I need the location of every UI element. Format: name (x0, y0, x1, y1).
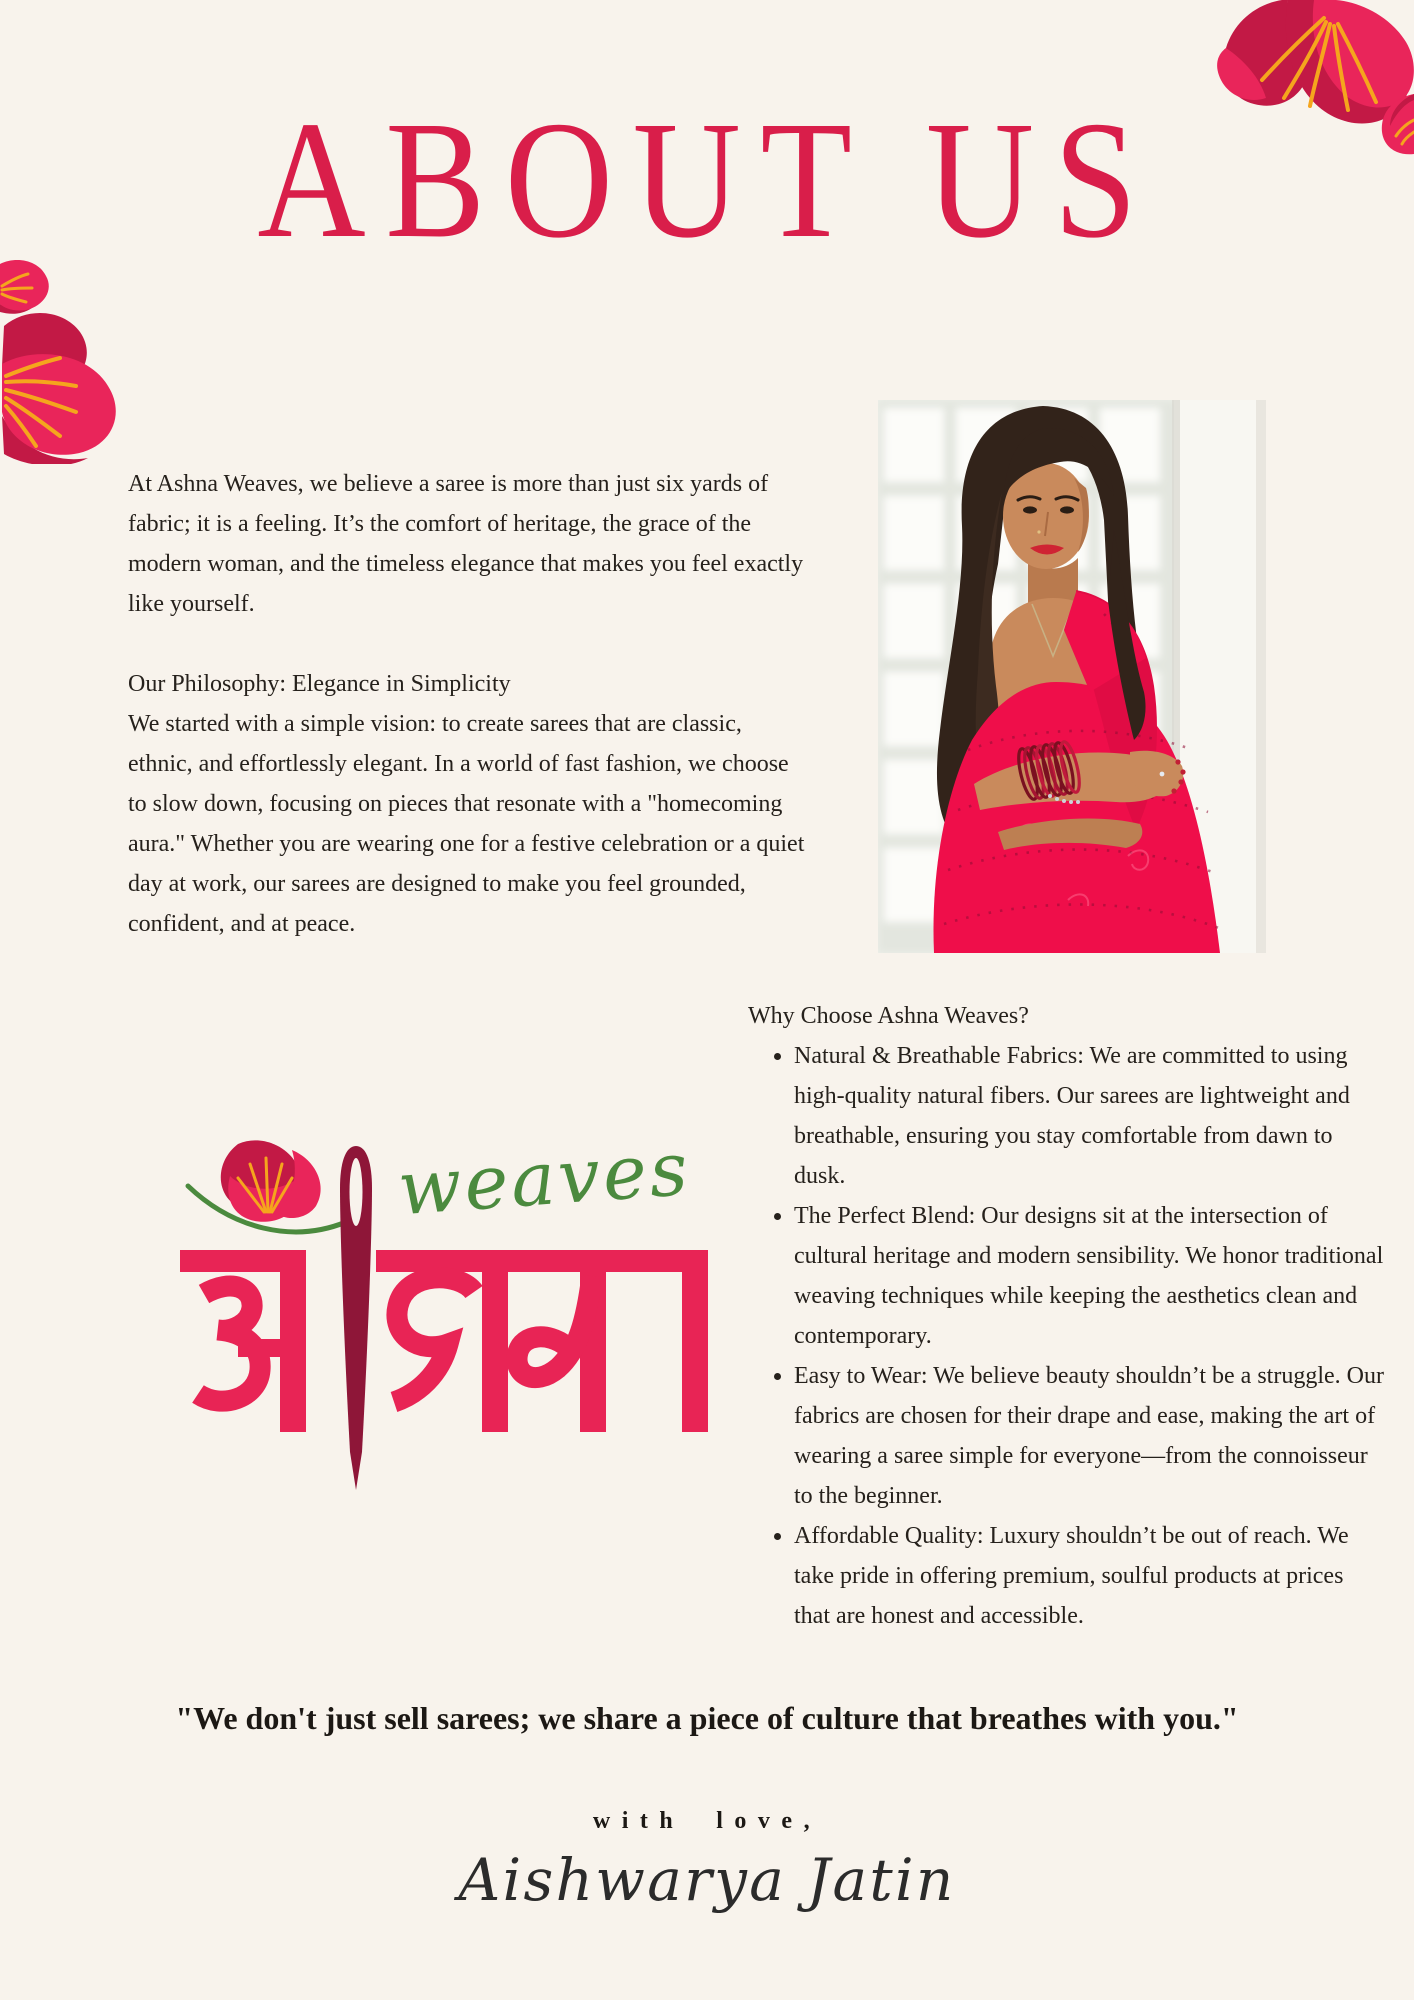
with-love-label: with love, (592, 1808, 822, 1834)
brand-quote: "We don't just sell sarees; we share a piece of culture that breathes with you." (175, 1700, 1239, 1736)
why-choose-section (748, 996, 1384, 1636)
why-choose-heading: Why Choose Ashna Weaves? (748, 1003, 1029, 1029)
why-choose-item: • Natural & Breathable Fabrics: We are committed to using high-quality natural fibers. Our sarees are lightweight and breathable, ensuring you stay comfortable from dawn to dusk. (794, 1036, 1384, 1196)
why-choose-item: • Easy to Wear: We believe beauty shouldn’t be a struggle. Our fabrics are chosen for their drape and ease, making the art of wearing a saree simple for everyone—from the connoisseur to the beginner. (794, 1356, 1384, 1516)
page-title (0, 87, 1414, 273)
model-photo (878, 400, 1266, 953)
brand-devanagari-text (0, 0, 1, 1)
page-title-text: ABOUT US (257, 87, 1157, 273)
why-choose-item: • The Perfect Blend: Our designs sit at the intersection of cultural heritage and modern sensibility. We honor traditional weaving techniques while keeping the aesthetics clean and contemporary. (794, 1196, 1384, 1356)
intro-section (128, 464, 812, 944)
intro-paragraph: At Ashna Weaves, we believe a saree is more than just six yards of fabric; it is a feeling. It’s the comfort of heritage, the grace of the modern woman, and the timeless elegance that makes you feel exactly like yourself. (128, 471, 804, 617)
philosophy-heading: Our Philosophy: Elegance in Simplicity (128, 671, 511, 697)
needle-icon (340, 1146, 372, 1490)
why-choose-item: • Affordable Quality: Luxury shouldn’t be out of reach. We take pride in offering premium, soulful products at prices that are honest and accessible. (794, 1516, 1384, 1636)
flower-decoration-left (0, 256, 168, 464)
philosophy-paragraph: We started with a simple vision: to create sarees that are classic, ethnic, and effortlessly elegant. In a world of fast fashion, we choose to slow down, focusing on pieces that resonate with a "homecoming aura." Whether you are wearing one for a festive celebration or a quiet day at work, our sarees are designed to make you feel grounded, confident, and at peace. (128, 711, 805, 937)
logo-flower-icon (221, 1140, 321, 1221)
brand-devanagari-word (180, 1250, 708, 1432)
signature: Aishwarya Jatin (458, 1846, 956, 1914)
why-choose-list (748, 1036, 1384, 1636)
logo-weaves-word: weaves (395, 1125, 694, 1233)
brand-logo (180, 1120, 720, 1520)
